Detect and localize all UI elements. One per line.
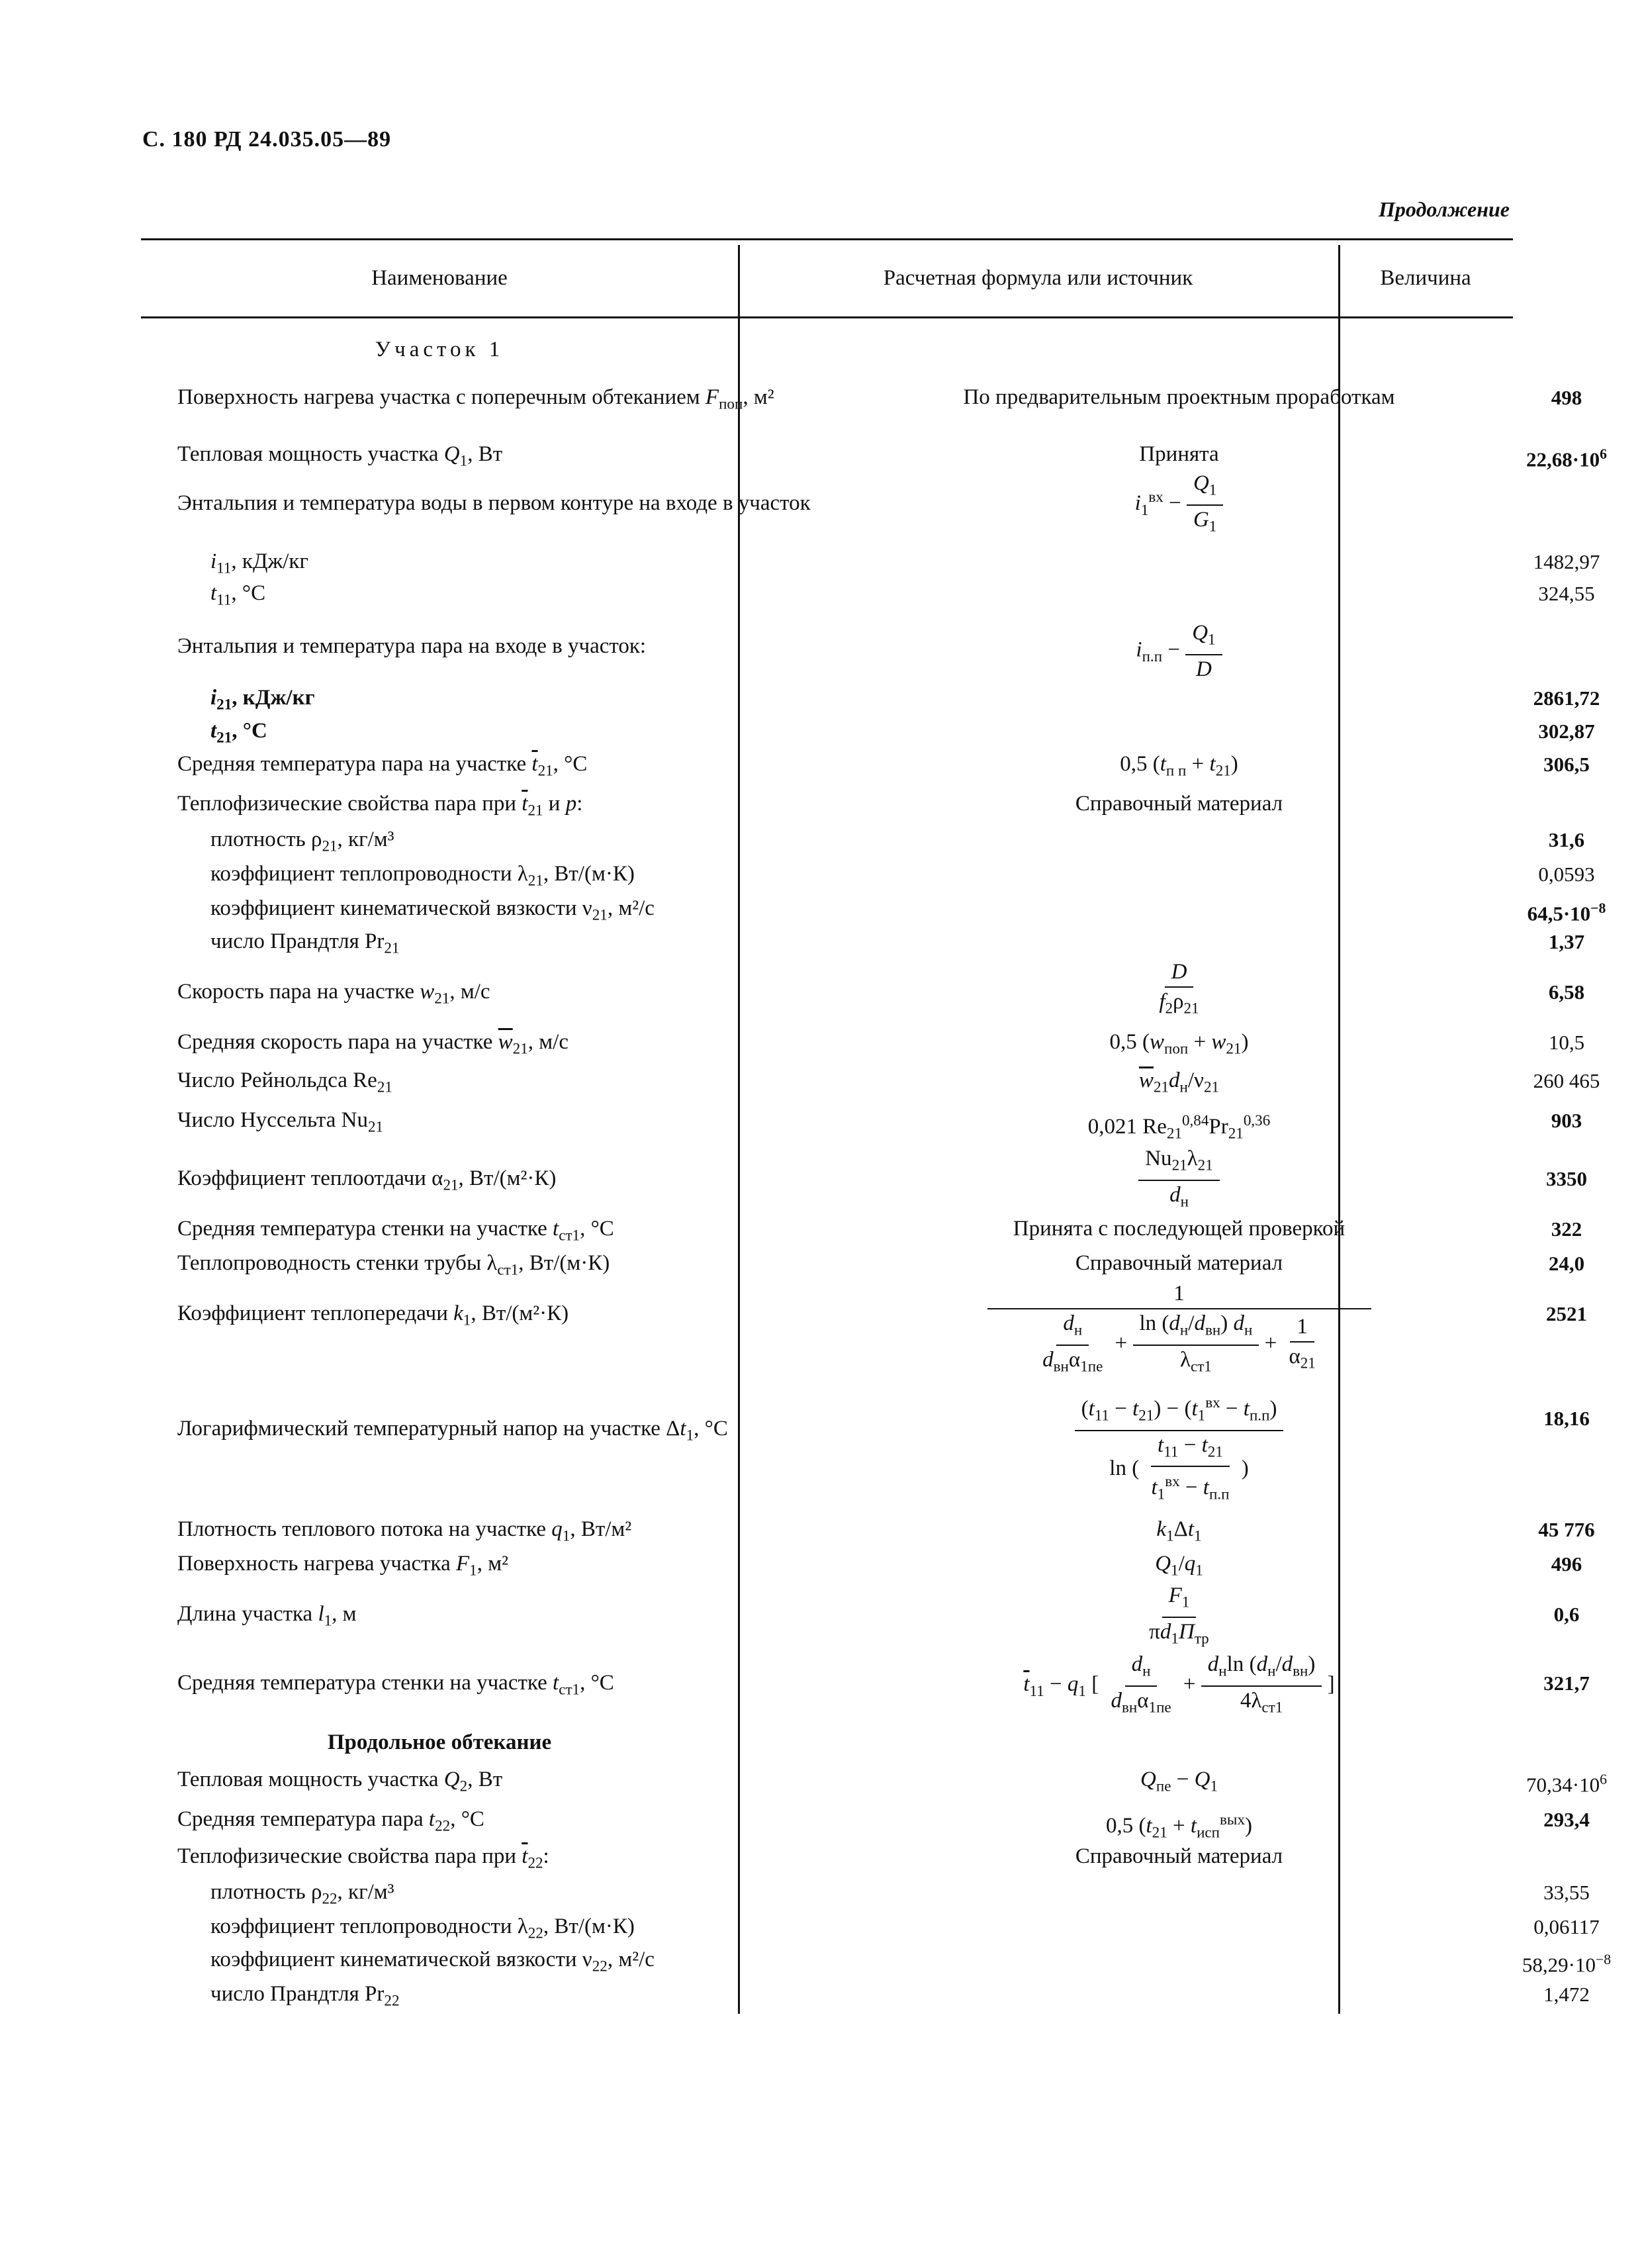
row-value: 45 776: [1538, 1518, 1595, 1541]
row-name: Энтальпия и температура пара на входе в участок:: [177, 634, 647, 658]
row-formula: $\overline{t}_{11} - q_1$ [ $\frac{d_н}{d_{вн}\alpha_{1пе}}$ + $\frac{d_н\ln (d_н/d_{вн})}{4\lambda_{ст1}}$ ]: [1023, 1652, 1335, 1716]
row-formula: По предварительным проектным проработкам: [963, 385, 1395, 409]
row-value: 0,06117: [1533, 1915, 1600, 1938]
continuation-label: Продолжение: [1379, 197, 1510, 221]
row-value: $70,34\cdot 10^6$: [1526, 1772, 1607, 1797]
row-value: 306,5: [1543, 753, 1590, 776]
row-name: $i_{21}$, кДж/кг: [210, 686, 315, 713]
row-name: Теплопроводность стенки трубы $\lambda_{ст1}$, Вт/(м·К): [177, 1251, 610, 1278]
row-formula: 0,5 $(w_{поп} + w_{21})$: [1109, 1030, 1249, 1057]
row-formula: $\frac{D}{f_2\rho_{21}}$: [1159, 960, 1199, 1017]
row-value: 0,0593: [1538, 863, 1595, 886]
page-header: С. 180 РД 24.035.05—89: [142, 127, 392, 152]
row-formula: $i_1^{вх}$ − $\frac{Q_1}{G_1}$: [879, 471, 1479, 538]
row-value: 260 465: [1533, 1069, 1600, 1092]
row-name: Длина участка $l_1$, м: [177, 1602, 357, 1629]
row-name: Логарифмический температурный напор на участке $\Delta t_1$, °C: [177, 1417, 728, 1444]
row-value: 31,6: [1548, 828, 1585, 851]
row-value: 3350: [1546, 1167, 1587, 1190]
row-name: число Прандтля $Pr_{22}$: [210, 1982, 400, 2009]
row-name: Средняя скорость пара на участке $\overline{w}_{21}$, м/с: [177, 1030, 569, 1057]
row-formula: Справочный материал: [1075, 1844, 1283, 1868]
row-name: Теплофизические свойства пара при $\overline{t}_{22}$:: [177, 1844, 549, 1871]
row-formula: Принята: [1139, 442, 1219, 466]
row-formula: Справочный материал: [1075, 1251, 1283, 1275]
row-name: плотность $\rho_{22}$, кг/м³: [210, 1880, 394, 1907]
row-name: плотность $\rho_{21}$, кг/м³: [210, 827, 394, 855]
row-formula: $\overline{w}_{21}d_н/\nu_{21}$: [1138, 1068, 1220, 1096]
row-formula: $Q_1/q_1$: [1155, 1552, 1203, 1579]
row-formula: $\frac{F_1}{\pi d_1П_{тр}}$: [1149, 1583, 1209, 1647]
row-value: 302,87: [1538, 720, 1595, 743]
row-value: 24,0: [1548, 1252, 1585, 1275]
row-name: Поверхность нагрева участка $F_1$, м²: [177, 1552, 508, 1579]
row-value: 33,55: [1543, 1881, 1590, 1904]
row-value: 324,55: [1538, 582, 1595, 605]
row-name: Поверхность нагрева участка с поперечным обтеканием $F_{поп}$, м²: [177, 385, 774, 412]
row-value: 1,37: [1548, 930, 1585, 953]
row-name: Коэффициент теплоотдачи $\alpha_{21}$, Вт/(м²·К): [177, 1166, 557, 1194]
row-formula: 0,5 $(t_{21} + t_{исп}^{вых})$: [1106, 1811, 1252, 1841]
row-formula: Принята с последующей проверкой: [1013, 1217, 1346, 1241]
row-formula: $\frac{Nu_{21}\lambda_{21}}{d_н}$: [879, 1147, 1479, 1213]
row-name: Средняя температура стенки на участке $t_{ст1}$, °C: [177, 1217, 614, 1244]
row-name: $i_{11}$, кДж/кг: [210, 549, 309, 577]
row-value: 322: [1551, 1217, 1582, 1241]
row-name: Коэффициент теплопередачи $k_1$, Вт/(м²·К): [177, 1301, 569, 1329]
row-name: Плотность теплового потока на участке $q_1$, Вт/м²: [177, 1517, 632, 1544]
section-title-2: Продольное обтекание: [327, 1730, 552, 1754]
row-name: коэффициент кинематической вязкости $\nu_{22}$, м²/с: [210, 1948, 655, 1975]
row-name: Тепловая мощность участка $Q_1$, Вт: [177, 442, 503, 469]
row-name: $t_{21}$, °C: [210, 719, 267, 746]
row-formula: $(t_{11} - t_{21}) - (t_1^{вх} - t_{п.п})$ ln ( $\frac{t_{11} - t_{21}}{t_1^{вх} - t_{п.п}}$ ): [879, 1390, 1479, 1507]
row-name: Средняя температура пара на участке $\overline{t}_{21}$, °C: [177, 752, 588, 779]
row-value: 1482,97: [1533, 550, 1600, 573]
row-value: 6,58: [1548, 980, 1585, 1004]
row-value: 498: [1551, 386, 1582, 409]
row-name: Скорость пара на участке $w_{21}$, м/с: [177, 980, 490, 1007]
row-formula: Справочный материал: [1075, 792, 1283, 816]
row-formula: 1 $\frac{d_н}{d_{вн}\alpha_{1пе}}$ + $\frac{\ln (d_н/d_{вн}) d_н}{\lambda_{ст1}}$ + $\frac{1}{\alpha_{21}}$: [879, 1282, 1479, 1378]
row-name: коэффициент теплопроводности $\lambda_{22}$, Вт/(м·К): [210, 1914, 635, 1942]
row-name: $t_{11}$, °C: [210, 581, 266, 608]
row-name: Теплофизические свойства пара при $\overline{t}_{21}$ и p:: [177, 792, 583, 819]
column-header-value: Величина: [1380, 265, 1471, 290]
row-value: 1,472: [1543, 1983, 1590, 2006]
row-value: 321,7: [1543, 1672, 1590, 1695]
row-name: число Прандтля $Pr_{21}$: [210, 929, 400, 957]
row-name: Число Нуссельта $Nu_{21}$: [177, 1108, 384, 1135]
row-formula: $k_1\Delta t_1$: [1156, 1517, 1202, 1544]
row-value: 496: [1551, 1552, 1582, 1576]
row-name: Энтальпия и температура воды в первом контуре на входе в участок: [177, 491, 811, 515]
row-value: 10,5: [1548, 1031, 1585, 1054]
row-value: 2521: [1546, 1302, 1587, 1325]
row-name: Число Рейнольдса $Re_{21}$: [177, 1068, 392, 1096]
row-formula: $i_{п.п}$ − $\frac{Q_1}{D}$: [879, 621, 1479, 682]
row-name: коэффициент кинематической вязкости $\nu_{21}$, м²/с: [210, 896, 655, 923]
row-value: 0,6: [1553, 1603, 1580, 1626]
row-formula: 0,021 $Re_{21}^{0,84}Pr_{21}^{0,36}$: [1087, 1111, 1271, 1142]
row-value: 293,4: [1543, 1808, 1590, 1831]
row-value: 18,16: [1543, 1407, 1590, 1430]
row-name: Тепловая мощность участка $Q_2$, Вт: [177, 1768, 503, 1795]
row-value: $22,68\cdot 10^6$: [1526, 446, 1607, 471]
row-formula: $Q_{пе} - Q_1$: [1140, 1768, 1218, 1795]
row-formula: 0,5 $(t_{п п} + t_{21})$: [1120, 752, 1238, 779]
row-name: Средняя температура пара $t_{22}$, °C: [177, 1807, 484, 1834]
row-value: 2861,72: [1533, 686, 1600, 710]
column-header-name: Наименование: [371, 265, 508, 290]
column-header-formula: Расчетная формула или источник: [883, 265, 1193, 290]
row-value: $64,5\cdot 10^{-8}$: [1527, 900, 1606, 925]
row-value: $58,29\cdot 10^{-8}$: [1522, 1952, 1612, 1977]
row-value: 903: [1551, 1109, 1582, 1132]
row-name: коэффициент теплопроводности $\lambda_{21}$, Вт/(м·К): [210, 862, 635, 889]
section-title-1: Участок 1: [375, 338, 504, 361]
row-name: Средняя температура стенки на участке $t_{ст1}$, °C: [177, 1671, 614, 1698]
